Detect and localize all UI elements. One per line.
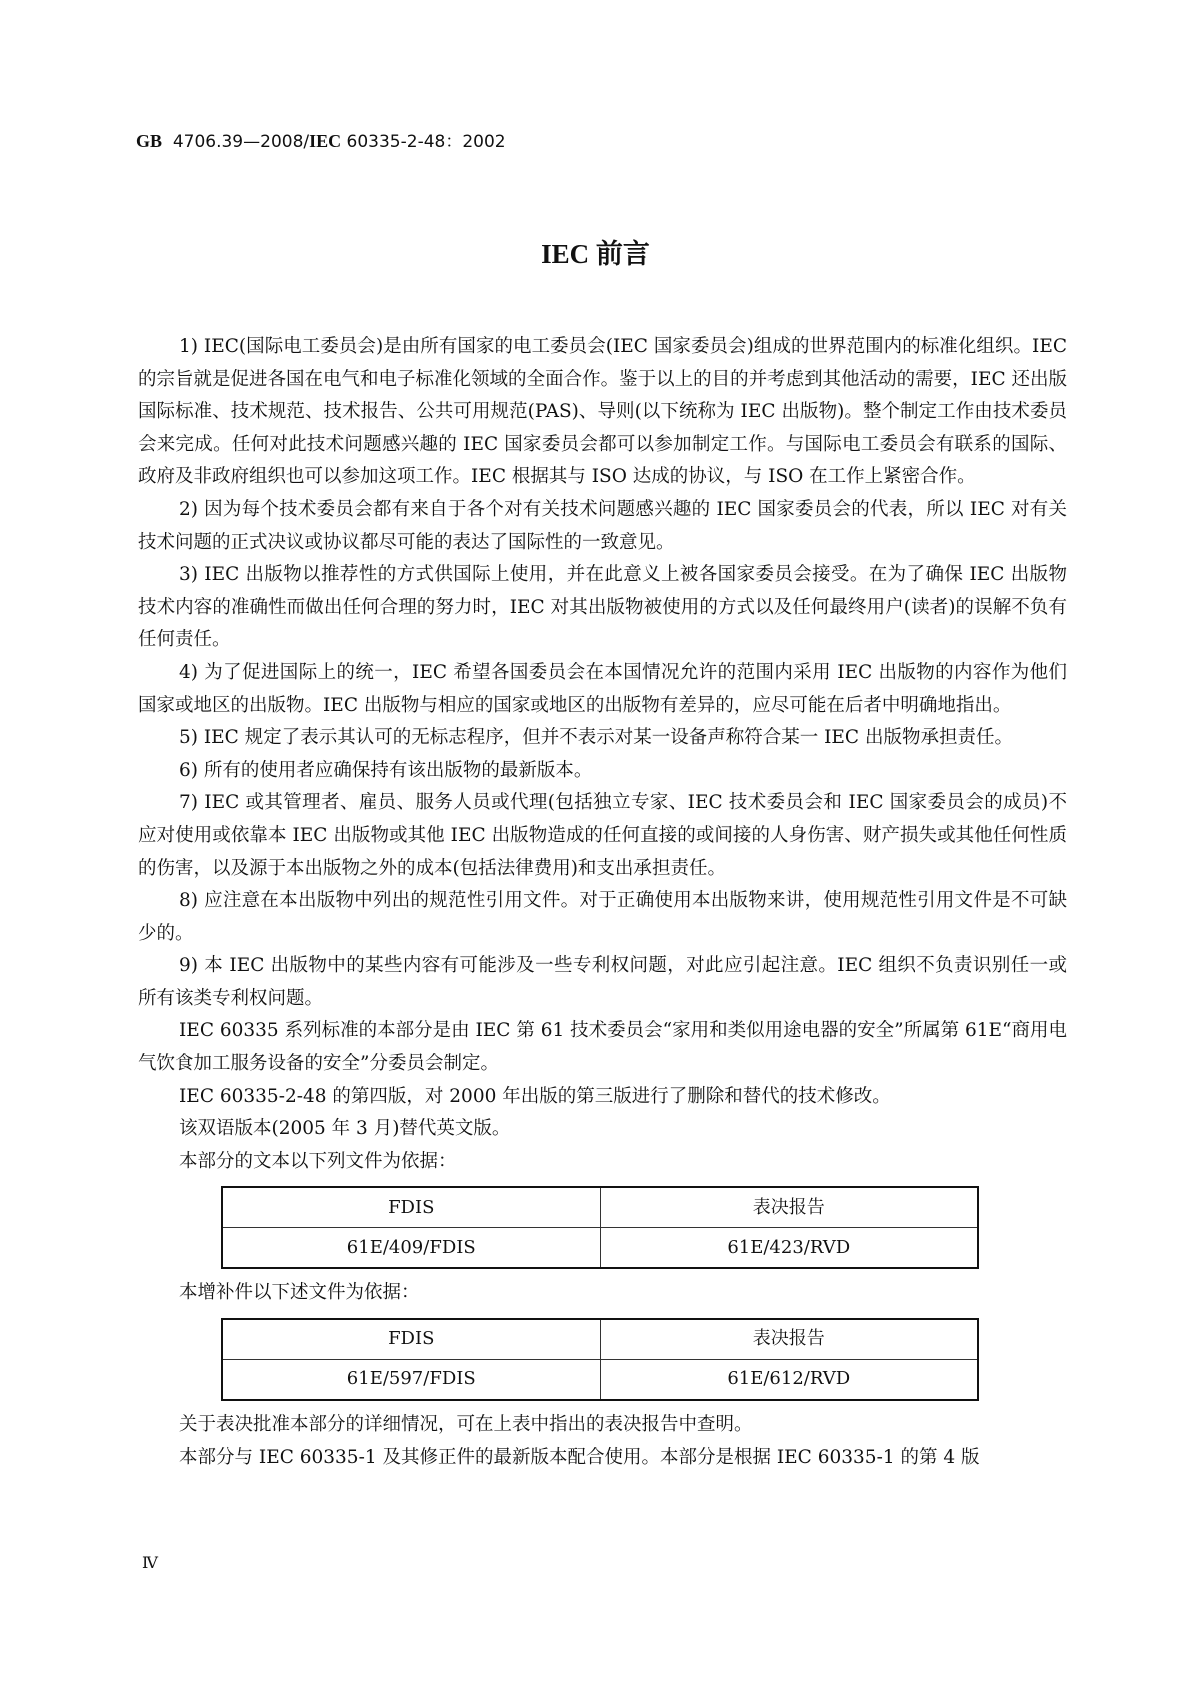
table-cell: 61E/423/RVD — [600, 1228, 978, 1269]
table-header-row — [222, 1319, 978, 1360]
paragraph: 1) IEC(国际电工委员会)是由所有国家的电工委员会(IEC 国家委员会)组成的世界范围内的标准化组织。IEC 的宗旨就是促进各国在电气和电子标准化领域的全面合作。鉴于以上的目的并考虑到其他活动的需要，IEC 还出版国际标准、技术规范、技术报告、公共可用规范(PAS)、导则(以下统称为 IEC 出版物)。整个制定工作由技术委员会来完成。任何对此技术问题感兴趣的 IEC 国家委员会都可以参加制定工作。与国际电工委员会有联系的国际、政府及非政府组织也可以参加这项工作。IEC 根据其与 ISO 达成的协议，与 ISO 在工作上紧密合作。 — [138, 336, 1067, 488]
paragraph: 4) 为了促进国际上的统一，IEC 希望各国委员会在本国情况允许的范围内采用 IEC 出版物的内容作为他们国家或地区的出版物。IEC 出版物与相应的国家或地区的出版物有差异的，应尽可能在后者中明确地指出。 — [138, 661, 1067, 716]
paragraph: 9) 本 IEC 出版物中的某些内容有可能涉及一些专利权问题，对此应引起注意。IEC 组织不负责识别任一或所有该类专利权问题。 — [138, 955, 1067, 1009]
paragraph: 关于表决批准本部分的详细情况，可在上表中指出的表决报告中查明。 — [179, 1414, 753, 1436]
voting-table-1 — [221, 1186, 979, 1269]
voting-table-2 — [221, 1318, 979, 1401]
table-cell: 61E/409/FDIS — [222, 1228, 600, 1269]
paragraph: 本部分与 IEC 60335-1 及其修正件的最新版本配合使用。本部分是根据 IEC 60335-1 的第 4 版 — [179, 1446, 980, 1468]
table-header-cell: 表决报告 — [600, 1319, 978, 1360]
table-cell: 61E/597/FDIS — [222, 1360, 600, 1401]
table-cell: 61E/612/RVD — [600, 1360, 978, 1401]
paragraph: 7) IEC 或其管理者、雇员、服务人员或代理(包括独立专家、IEC 技术委员会和 IEC 国家委员会的成员)不应对使用或依靠本 IEC 出版物或其他 IEC 出版物造成的任何直接的或间接的人身伤害、财产损失或其他任何性质的伤害，以及源于本出版物之外的成本(包括法律费用)和支出承担责任。 — [138, 792, 1067, 879]
paragraph: 6) 所有的使用者应确保持有该出版物的最新版本。 — [179, 759, 593, 781]
page-number: Ⅳ — [142, 1553, 158, 1572]
header-code: 4706.39—2008/ — [172, 132, 310, 152]
table-header-cell: FDIS — [222, 1319, 600, 1360]
paragraph: 5) IEC 规定了表示其认可的无标志程序，但并不表示对某一设备声称符合某一 IEC 出版物承担责任。 — [179, 727, 1013, 749]
paragraph: 2) 因为每个技术委员会都有来自于各个对有关技术问题感兴趣的 IEC 国家委员会的代表，所以 IEC 对有关技术问题的正式决议或协议都尽可能的表达了国际性的一致意见。 — [138, 498, 1067, 553]
table-header-row — [222, 1187, 978, 1228]
document-body — [138, 331, 1067, 1474]
table-header-cell: FDIS — [222, 1187, 600, 1228]
table-row — [222, 1360, 978, 1401]
page-title: IEC 前言 — [541, 239, 650, 269]
header-iec: IEC — [309, 131, 342, 151]
paragraph: 本部分的文本以下列文件为依据： — [179, 1150, 457, 1172]
document-header — [136, 127, 506, 152]
table-header-cell: 表决报告 — [600, 1187, 978, 1228]
paragraph: IEC 60335 系列标准的本部分是由 IEC 第 61 技术委员会“家用和类似用途电器的安全”所属第 61E“商用电气饮食加工服务设备的安全”分委员会制定。 — [138, 1020, 1067, 1075]
header-gb: GB — [136, 131, 163, 151]
paragraph: IEC 60335-2-48 的第四版，对 2000 年出版的第三版进行了删除和替代的技术修改。 — [179, 1085, 891, 1107]
paragraph: 该双语版本(2005 年 3 月)替代英文版。 — [179, 1118, 511, 1140]
table-row — [222, 1228, 978, 1269]
paragraph: 本增补件以下述文件为依据： — [179, 1282, 420, 1304]
header-iec-code: 60335-2-48：2002 — [346, 132, 506, 152]
paragraph: 8) 应注意在本出版物中列出的规范性引用文件。对于正确使用本出版物来讲，使用规范性引用文件是不可缺少的。 — [138, 890, 1067, 944]
paragraph: 3) IEC 出版物以推荐性的方式供国际上使用，并在此意义上被各国家委员会接受。在为了确保 IEC 出版物技术内容的准确性而做出任何合理的努力时，IEC 对其出版物被使用的方式以及任何最终用户(读者)的误解不负有任何责任。 — [138, 564, 1067, 651]
